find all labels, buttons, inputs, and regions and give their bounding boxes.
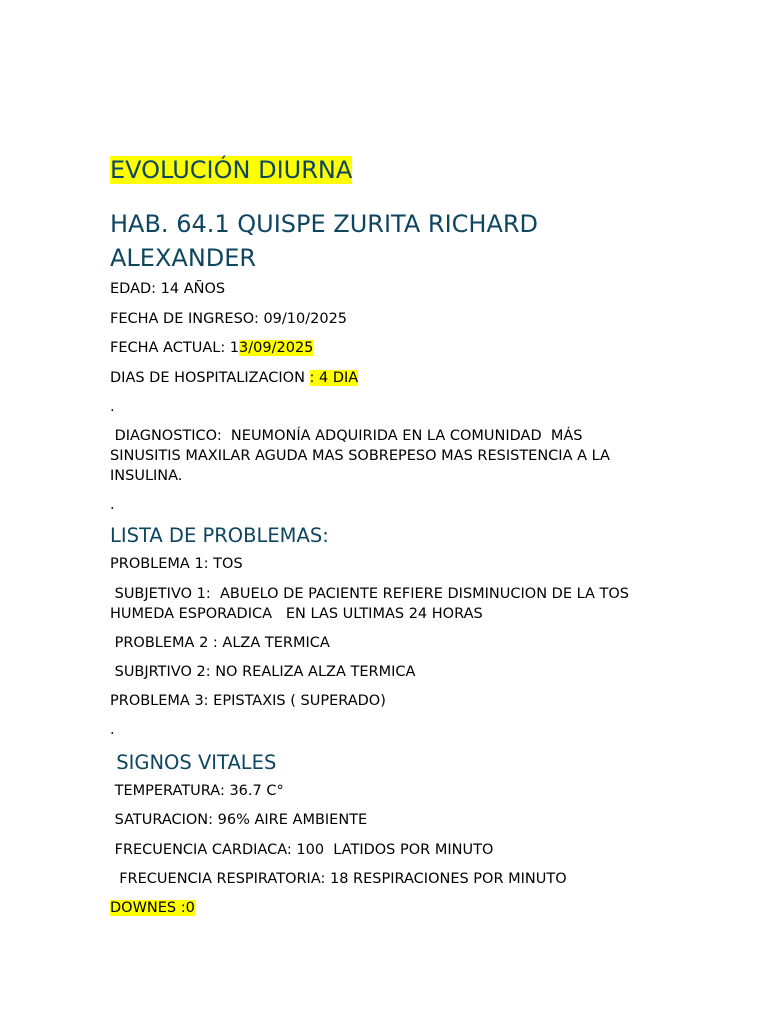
- problema-3-line: PROBLEMA 3: EPISTAXIS ( SUPERADO): [110, 693, 386, 709]
- saturacion-line: SATURACION: 96% AIRE AMBIENTE: [110, 812, 368, 828]
- fecha-actual-label: FECHA ACTUAL: 1: [110, 340, 240, 356]
- subjetivo-2-line: SUBJRTIVO 2: NO REALIZA ALZA TERMICA: [110, 664, 416, 680]
- document-title: [110, 153, 352, 187]
- dias-label: DIAS DE HOSPITALIZACION: [110, 370, 310, 386]
- separator-dot: .: [110, 399, 115, 415]
- fecha-actual-line: [110, 338, 313, 358]
- frecuencia-respiratoria-line: FRECUENCIA RESPIRATORIA: 18 RESPIRACIONES POR MINUTO: [110, 871, 567, 887]
- edad-line: EDAD: 14 AÑOS: [110, 281, 226, 297]
- problema-2-line: PROBLEMA 2 : ALZA TERMICA: [110, 635, 330, 651]
- lista-problemas-heading: LISTA DE PROBLEMAS:: [110, 524, 329, 547]
- downes-line: [110, 898, 195, 918]
- title-highlight: EVOLUCIÓN DIURNA: [110, 156, 353, 184]
- fecha-ingreso-line: FECHA DE INGRESO: 09/10/2025: [110, 311, 348, 327]
- separator-dot: .: [110, 722, 115, 738]
- problema-1-line: PROBLEMA 1: TOS: [110, 556, 243, 572]
- fecha-actual-highlight: 3/09/2025: [239, 340, 314, 356]
- signos-vitales-heading: SIGNOS VITALES: [110, 751, 277, 774]
- subjetivo-1-paragraph: SUBJETIVO 1: ABUELO DE PACIENTE REFIERE DISMINUCION DE LA TOS HUMEDA ESPORADICA EN LAS ULTIMAS 24 HORAS: [110, 586, 634, 622]
- dias-hospitalizacion-line: [110, 368, 358, 388]
- frecuencia-cardiaca-line: FRECUENCIA CARDIACA: 100 LATIDOS POR MINUTO: [110, 842, 494, 858]
- dias-highlight: : 4 DIA: [309, 370, 359, 386]
- temperatura-line: TEMPERATURA: 36.7 C°: [110, 783, 284, 799]
- patient-heading: HAB. 64.1 QUISPE ZURITA RICHARD ALEXANDER: [110, 210, 539, 272]
- downes-highlight: DOWNES :0: [110, 900, 195, 916]
- separator-dot: .: [110, 497, 115, 513]
- diagnostico-paragraph: DIAGNOSTICO: NEUMONÍA ADQUIRIDA EN LA COMUNIDAD MÁS SINUSITIS MAXILAR AGUDA MAS SOBREPESO MAS RESISTENCIA A LA INSULINA.: [110, 428, 615, 484]
